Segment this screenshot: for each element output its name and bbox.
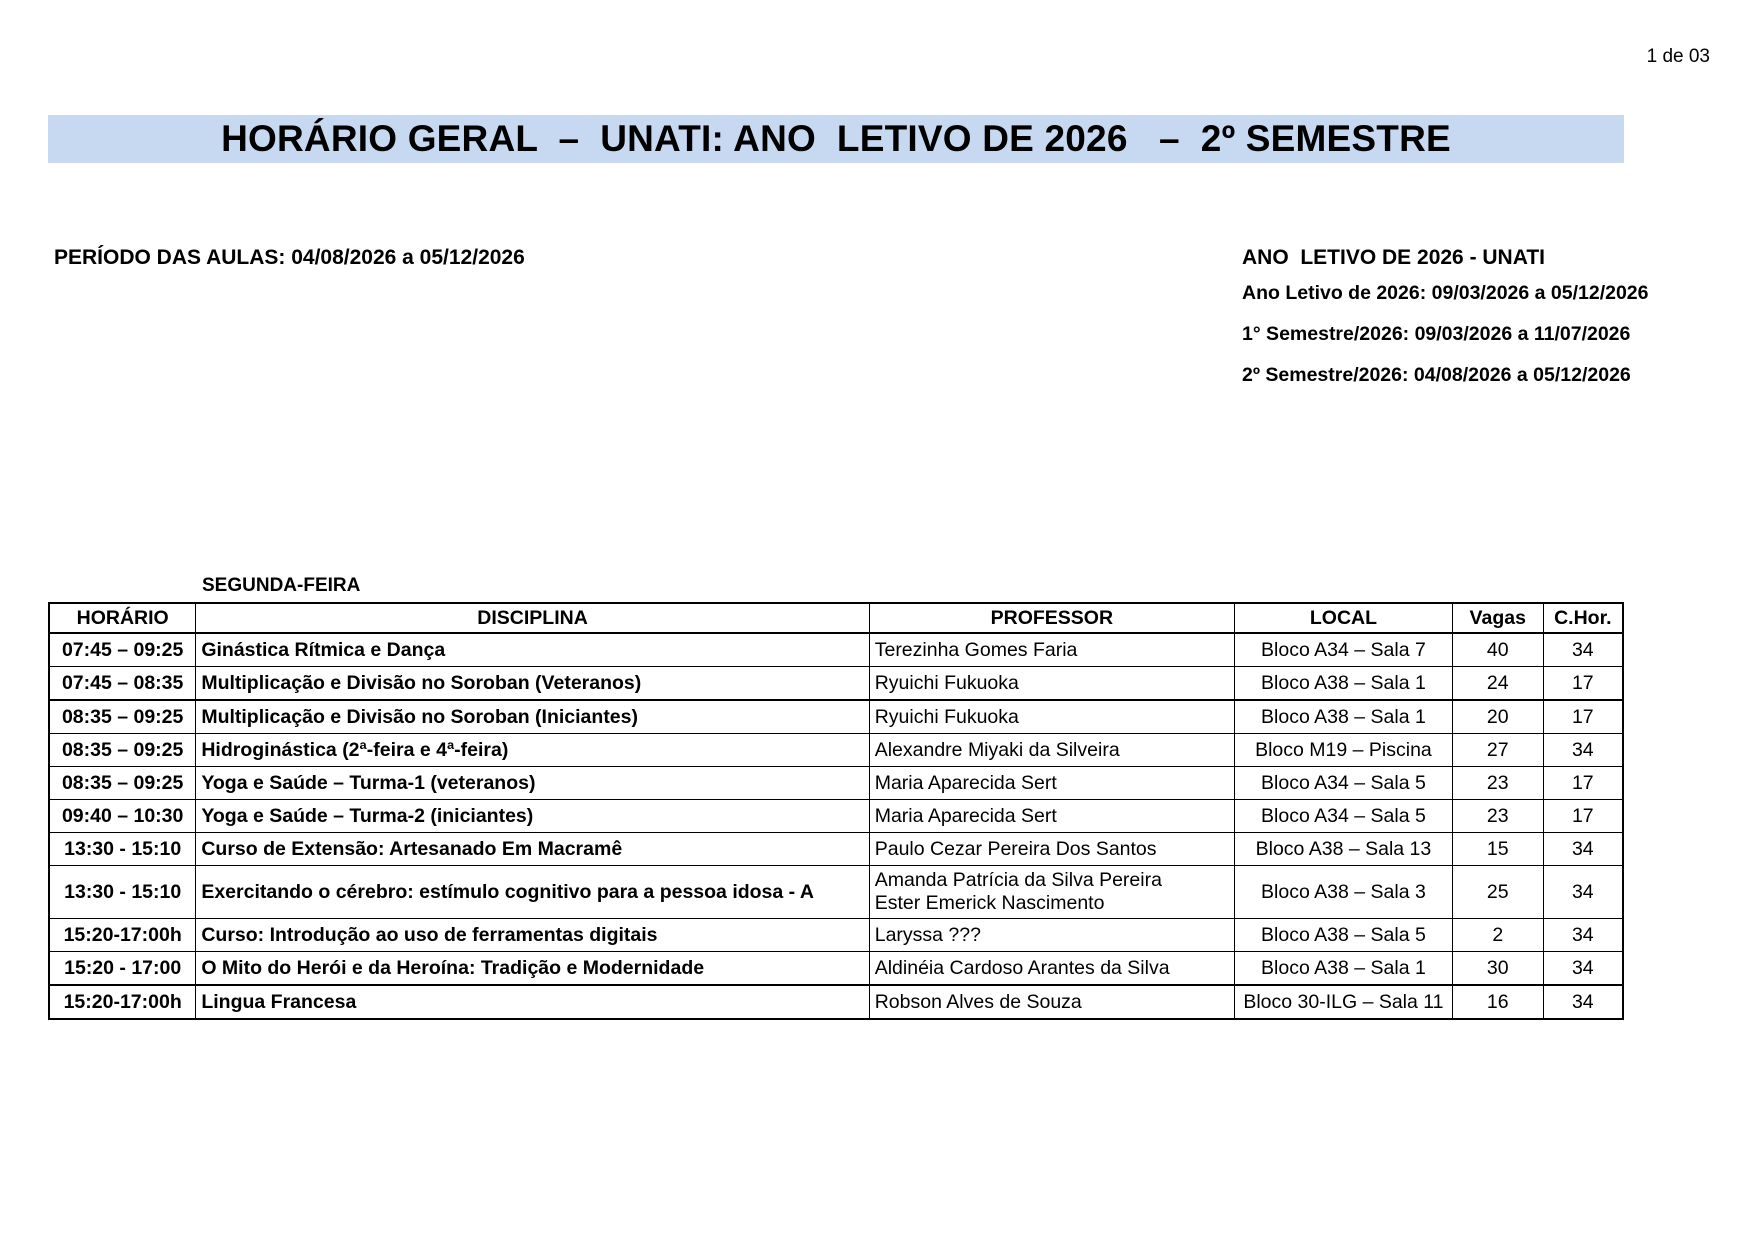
- table-row: [49, 866, 1623, 919]
- cell-local: Bloco A34 – Sala 5: [1234, 767, 1452, 800]
- cell-horario: 15:20-17:00h: [49, 985, 196, 1019]
- header-vagas: Vagas: [1452, 603, 1543, 633]
- cell-local: Bloco A38 – Sala 13: [1234, 833, 1452, 866]
- table-row: [49, 800, 1623, 833]
- cell-vagas: 25: [1452, 866, 1543, 919]
- professor-name: Ryuichi Fukuoka: [874, 705, 1019, 728]
- cell-vagas: 24: [1452, 667, 1543, 701]
- cell-carga-horaria: 34: [1543, 985, 1623, 1019]
- cell-horario: 08:35 – 09:25: [49, 700, 196, 734]
- cell-horario: 13:30 - 15:10: [49, 833, 196, 866]
- cell-professor: [869, 633, 1234, 667]
- table-row: [49, 667, 1623, 701]
- header-local: LOCAL: [1234, 603, 1452, 633]
- header-horario: HORÁRIO: [49, 603, 196, 633]
- professor-name: Terezinha Gomes Faria: [874, 638, 1078, 661]
- cell-disciplina: Curso de Extensão: Artesanado Em Macramê: [196, 833, 869, 866]
- cell-disciplina: Multiplicação e Divisão no Soroban (Veteranos): [196, 667, 869, 701]
- cell-horario: 08:35 – 09:25: [49, 767, 196, 800]
- table-row: [49, 833, 1623, 866]
- cell-carga-horaria: 17: [1543, 700, 1623, 734]
- cell-local: Bloco 30-ILG – Sala 11: [1234, 985, 1452, 1019]
- schedule-table: [48, 602, 1624, 1020]
- cell-vagas: 40: [1452, 633, 1543, 667]
- title-banner: [48, 115, 1624, 163]
- professor-name: Ryuichi Fukuoka: [874, 671, 1019, 694]
- cell-disciplina: O Mito do Herói e da Heroína: Tradição e Modernidade: [196, 952, 869, 986]
- cell-vagas: 2: [1452, 919, 1543, 952]
- professor-name: Laryssa ???: [874, 923, 981, 946]
- cell-local: Bloco A34 – Sala 5: [1234, 800, 1452, 833]
- header-professor: PROFESSOR: [869, 603, 1234, 633]
- table-row: [49, 952, 1623, 986]
- cell-carga-horaria: 17: [1543, 800, 1623, 833]
- cell-professor: [869, 952, 1234, 986]
- page-number: 1 de 03: [1646, 46, 1710, 67]
- table-row: [49, 633, 1623, 667]
- header-carga-horaria: C.Hor.: [1543, 603, 1623, 633]
- cell-vagas: 30: [1452, 952, 1543, 986]
- cell-carga-horaria: 34: [1543, 866, 1623, 919]
- cell-vagas: 15: [1452, 833, 1543, 866]
- cell-professor: [869, 700, 1234, 734]
- cell-professor: [869, 667, 1234, 701]
- cell-professor: [869, 833, 1234, 866]
- cell-disciplina: Lingua Francesa: [196, 985, 869, 1019]
- cell-professor: [869, 919, 1234, 952]
- cell-vagas: 20: [1452, 700, 1543, 734]
- cell-disciplina: Multiplicação e Divisão no Soroban (Iniciantes): [196, 700, 869, 734]
- cell-carga-horaria: 17: [1543, 667, 1623, 701]
- cell-vagas: 16: [1452, 985, 1543, 1019]
- cell-horario: 08:35 – 09:25: [49, 734, 196, 767]
- academic-year-line: Ano Letivo de 2026: 09/03/2026 a 05/12/2026: [1242, 282, 1649, 304]
- table-row: [49, 767, 1623, 800]
- table-row: [49, 700, 1623, 734]
- page-title: HORÁRIO GERAL – UNATI: ANO LETIVO DE 2026 – 2º SEMESTRE: [221, 118, 1451, 159]
- cell-horario: 15:20 - 17:00: [49, 952, 196, 986]
- cell-disciplina: Yoga e Saúde – Turma-2 (iniciantes): [196, 800, 869, 833]
- cell-carga-horaria: 34: [1543, 734, 1623, 767]
- cell-horario: 15:20-17:00h: [49, 919, 196, 952]
- professor-name: Ester Emerick Nascimento: [874, 892, 1105, 914]
- cell-horario: 07:45 – 08:35: [49, 667, 196, 701]
- cell-local: Bloco A34 – Sala 7: [1234, 633, 1452, 667]
- cell-horario: 09:40 – 10:30: [49, 800, 196, 833]
- cell-professor: [869, 800, 1234, 833]
- cell-disciplina: Hidroginástica (2ª-feira e 4ª-feira): [196, 734, 869, 767]
- academic-year-info: [1242, 246, 1649, 405]
- professor-name: Alexandre Miyaki da Silveira: [874, 738, 1120, 761]
- cell-carga-horaria: 34: [1543, 833, 1623, 866]
- first-semester-line: 1° Semestre/2026: 09/03/2026 a 11/07/2026: [1242, 323, 1631, 345]
- professor-name: Paulo Cezar Pereira Dos Santos: [874, 837, 1157, 860]
- schedule-body: [49, 633, 1623, 1019]
- cell-carga-horaria: 34: [1543, 633, 1623, 667]
- cell-disciplina: Curso: Introdução ao uso de ferramentas digitais: [196, 919, 869, 952]
- cell-disciplina: Exercitando o cérebro: estímulo cognitivo para a pessoa idosa - A: [196, 866, 869, 919]
- cell-carga-horaria: 34: [1543, 919, 1623, 952]
- table-row: [49, 985, 1623, 1019]
- cell-vagas: 23: [1452, 800, 1543, 833]
- cell-local: Bloco M19 – Piscina: [1234, 734, 1452, 767]
- cell-local: Bloco A38 – Sala 5: [1234, 919, 1452, 952]
- table-row: [49, 919, 1623, 952]
- professor-name: Robson Alves de Souza: [874, 990, 1082, 1013]
- cell-professor: [869, 985, 1234, 1019]
- second-semester-line: 2º Semestre/2026: 04/08/2026 a 05/12/2026: [1242, 364, 1631, 386]
- professor-name: Maria Aparecida Sert: [874, 804, 1057, 827]
- cell-professor: [869, 734, 1234, 767]
- cell-professor: [869, 866, 1234, 919]
- table-row: [49, 734, 1623, 767]
- weekday-label: SEGUNDA-FEIRA: [202, 575, 361, 596]
- cell-vagas: 27: [1452, 734, 1543, 767]
- academic-year-title: ANO LETIVO DE 2026 - UNATI: [1242, 246, 1545, 269]
- cell-horario: 07:45 – 09:25: [49, 633, 196, 667]
- cell-disciplina: Yoga e Saúde – Turma-1 (veteranos): [196, 767, 869, 800]
- table-header-row: [49, 603, 1623, 633]
- cell-disciplina: Ginástica Rítmica e Dança: [196, 633, 869, 667]
- cell-carga-horaria: 34: [1543, 952, 1623, 986]
- cell-professor: [869, 767, 1234, 800]
- class-period: PERÍODO DAS AULAS: 04/08/2026 a 05/12/2026: [54, 246, 525, 269]
- cell-local: Bloco A38 – Sala 1: [1234, 952, 1452, 986]
- cell-vagas: 23: [1452, 767, 1543, 800]
- professor-name: Maria Aparecida Sert: [874, 771, 1057, 794]
- header-disciplina: DISCIPLINA: [196, 603, 869, 633]
- cell-local: Bloco A38 – Sala 3: [1234, 866, 1452, 919]
- cell-local: Bloco A38 – Sala 1: [1234, 700, 1452, 734]
- professor-name: Amanda Patrícia da Silva Pereira: [874, 869, 1162, 891]
- professor-name: Aldinéia Cardoso Arantes da Silva: [874, 956, 1170, 979]
- cell-local: Bloco A38 – Sala 1: [1234, 667, 1452, 701]
- cell-carga-horaria: 17: [1543, 767, 1623, 800]
- cell-horario: 13:30 - 15:10: [49, 866, 196, 919]
